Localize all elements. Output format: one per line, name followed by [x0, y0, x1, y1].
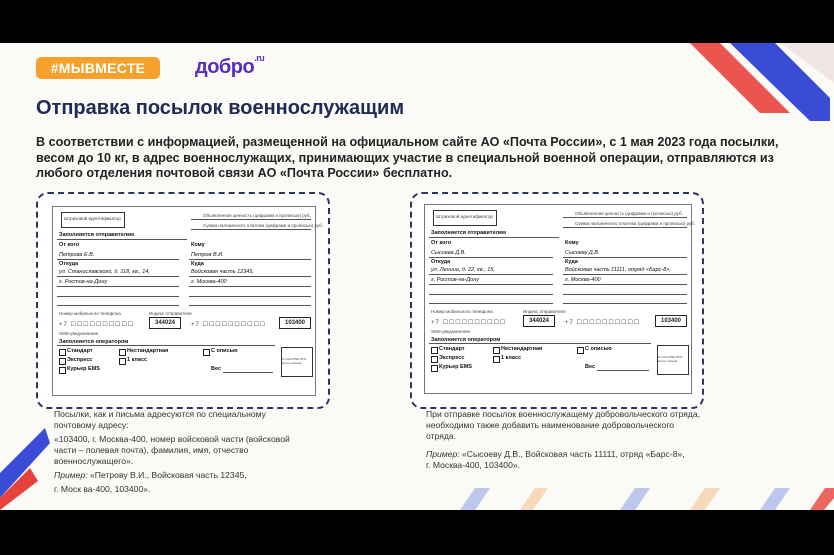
opt-inventory: С описью: [211, 348, 238, 354]
phone-digits: +7 ☐☐☐☐☐☐☐☐☐☐: [431, 320, 507, 326]
weight-label: Вес: [211, 366, 222, 372]
to-addr-1: Войсковая часть 12345,: [191, 269, 254, 275]
to-addr-2: г. Москва-400: [191, 279, 227, 285]
declared-label: Объявленная ценность (цифрами и прописью) руб.: [203, 213, 311, 218]
left-note-intro: Посылки, как и письма адресуются по специальному почтовому адресу:: [54, 409, 266, 430]
stamp-box-label: Оттиск КПШ ОПС места приема: [658, 355, 683, 363]
top-right-decoration: [680, 43, 834, 123]
stamp-label: Штриховой идентификатор: [436, 214, 493, 219]
from-value: Сысоева Д.В.: [431, 250, 466, 256]
phone-digits: +7 ☐☐☐☐☐☐☐☐☐☐: [59, 322, 135, 328]
from-addr-2: г. Ростов-на-Дону: [59, 279, 108, 285]
logo-text: добро: [195, 56, 255, 78]
left-example-1: «Петрову В.И., Войсковая часть 12345,: [87, 470, 247, 480]
stamp-box-label: Оттиск КПШ ОПС места приема: [282, 357, 307, 365]
to-label: Кому: [565, 240, 579, 246]
opt-ems: Курьер EMS: [67, 366, 100, 372]
right-example-1: «Сысоеву Д.В., Войсковая часть 11111, отряд «Барс-8»,: [459, 449, 685, 459]
phone-label: Номер мобильного телефона: [59, 311, 121, 316]
to-addr-label: Куда: [565, 259, 578, 265]
phone-label: Номер мобильного телефона: [431, 309, 493, 314]
index-label: Индекс отправителя: [149, 311, 192, 316]
dobro-logo: [195, 53, 265, 79]
opt-standard: Стандарт: [439, 346, 465, 352]
from-addr-2: г. Ростов-на-Дону: [431, 277, 480, 283]
right-form-card: [410, 192, 704, 409]
right-note-example-2: г. Москва-400, 103400».: [426, 460, 521, 470]
cod-label: Сумма наложенного платежа (цифрами и прописью) руб.: [575, 221, 696, 226]
opt-ems: Курьер EMS: [439, 364, 472, 370]
left-note-format: «103400, г. Москва-400, номер войсковой части (войсковой части – полевая почта), фамилия, имя, отчество военнослужащего».: [54, 434, 290, 466]
left-note-example: [54, 470, 306, 481]
left-note-example-2: г. Моск ва-400, 103400».: [54, 484, 151, 494]
weight-label: Вес: [585, 364, 596, 370]
left-example-label: Пример:: [54, 470, 88, 480]
to-index-box: 103400: [279, 317, 311, 329]
right-note-example: [426, 449, 706, 460]
from-addr-label: Откуда: [431, 259, 451, 265]
postal-form-right: [424, 204, 696, 394]
logo-suffix: .ru: [254, 53, 265, 64]
slide: [0, 43, 834, 510]
sms-label: SMS-уведомление: [431, 329, 471, 334]
opt-standard: Стандарт: [67, 348, 93, 354]
from-addr-label: Откуда: [59, 261, 79, 267]
opt-first-class: 1 класс: [501, 355, 522, 361]
bottom-stripes-decoration: [430, 483, 834, 510]
from-addr-1: ул. Ленина, д. 22, кв., 15,: [431, 267, 495, 273]
lead-bold: бесплатно: [382, 166, 449, 180]
to-phone-digits: +7 ☐☐☐☐☐☐☐☐☐☐: [191, 322, 267, 328]
sender-section-label: Заполняется отправителем: [59, 232, 135, 238]
from-value: Петрова Е.В.: [59, 252, 95, 258]
right-example-label: Пример:: [426, 449, 460, 459]
to-value: Сысоеву Д.В.: [565, 250, 600, 256]
to-addr-1: Войсковая часть 11111, отряд «Барс-8»,: [565, 267, 671, 273]
opt-nonstandard: Нестандартная: [127, 348, 169, 354]
page-title: Отправка посылок военнослужащим: [36, 97, 405, 119]
postal-form-left: [52, 206, 324, 396]
bottom-left-decoration: [0, 403, 60, 510]
from-addr-1: ул. Станиславского, д. 118, кв., 14,: [59, 269, 150, 275]
opt-express: Экспресс: [67, 357, 93, 363]
opt-first-class: 1 класс: [127, 357, 148, 363]
hashtag-badge: #МЫВМЕСТЕ: [36, 57, 160, 79]
sender-section-label: Заполняется отправителем: [431, 230, 507, 236]
operator-section-label: Заполняется оператором: [59, 339, 129, 345]
from-index-box: 344024: [149, 317, 181, 329]
opt-express: Экспресс: [439, 355, 465, 361]
to-label: Кому: [191, 242, 205, 248]
to-addr-2: г. Москва-400: [565, 277, 601, 283]
to-value: Петров В.И.: [191, 252, 224, 258]
declared-label: Объявленная ценность (цифрами и прописью) руб.: [575, 211, 683, 216]
left-form-card: [36, 192, 330, 409]
to-addr-label: Куда: [191, 261, 204, 267]
lead-paragraph: [36, 135, 806, 182]
cod-label: Сумма наложенного платежа (цифрами и прописью) руб.: [203, 223, 324, 228]
sms-label: SMS-уведомление: [59, 331, 99, 336]
to-index-box: 103400: [655, 315, 687, 327]
right-note: [426, 409, 706, 474]
opt-inventory: С описью: [585, 346, 612, 352]
stamp-label: Штриховой идентификатор: [64, 216, 121, 221]
from-label: От кого: [431, 240, 452, 246]
right-note-intro: При отправке посылок военнослужащему добровольческого отряда, необходимо также добавить наименование добровольческого отряда.: [426, 409, 700, 441]
lead-end: .: [448, 166, 453, 180]
index-label: Индекс отправителя: [523, 309, 566, 314]
to-phone-digits: +7 ☐☐☐☐☐☐☐☐☐☐: [565, 320, 641, 326]
opt-nonstandard: Нестандартная: [501, 346, 543, 352]
operator-section-label: Заполняется оператором: [431, 337, 501, 343]
lead-text: В соответствии с информацией, размещенной на официальном сайте АО «Почта России», с 1 мая 2023 года посылки, весом до 10 кг, в адрес военнослужащих, принимающих участие в специальной военной операции, отправляются из любого отделения почтовой связи АО «Почта России»: [36, 135, 779, 180]
left-note: [54, 409, 306, 498]
from-index-box: 344024: [523, 315, 555, 327]
from-label: От кого: [59, 242, 80, 248]
